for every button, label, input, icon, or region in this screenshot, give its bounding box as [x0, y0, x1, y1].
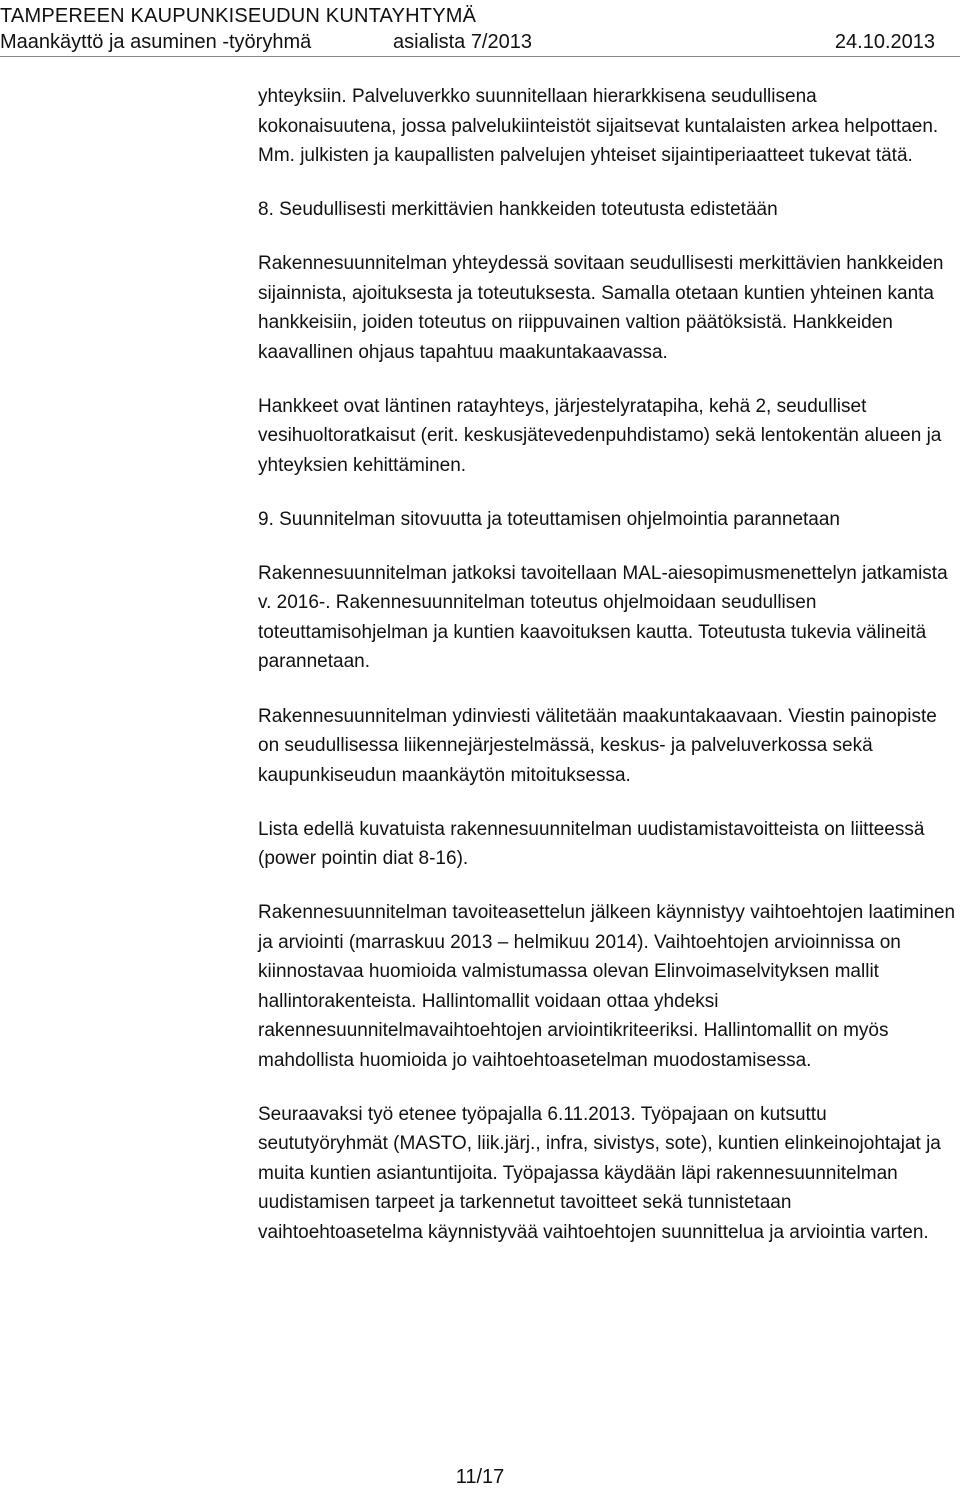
- paragraph-alternatives-assessment: Rakennesuunnitelman tavoiteasettelun jälkeen käynnistyy vaihtoehtojen laatiminen ja arviointi (marraskuu 2013 – helmikuu 2014). Vaihtoehtojen arvioinnissa on kiinnostavaa huomioida valmistumassa olevan Elinvoimaselvityksen mallit hallintorakenteista. Hallintomallit voidaan ottaa yhdeksi rakennesuunnitelmavaihtoehtojen arviointikriteeriksi. Hallintomallit on myös mahdollista huomioida jo vaihtoehtoasetelman muodostamisessa.: [258, 902, 956, 1071]
- page-header: [0, 0, 960, 56]
- paragraph-services-network: yhteyksiin. Palveluverkko suunnitellaan hierarkkisena seudullisena kokonaisuutena, jossa palvelukiinteistöt sijaitsevat kuntalaisten arkea helpottaen. Mm. julkisten ja kaupallisten palvelujen yhteiset sijaintiperiaatteet tukevat tätä.: [258, 86, 939, 166]
- paragraph-next-workshop: Seuraavaksi työ etenee työpajalla 6.11.2013. Työpajaan on kutsuttu seututyöryhmät (MASTO, liik.järj., infra, sivistys, sote), kuntien elinkeinojohtajat ja muita kuntien asiantuntijoita. Työpajassa käydään läpi rakennesuunnitelman uudistamisen tarpeet ja tarkennetut tavoitteet sekä tunnistetaan vaihtoehtoasetelma käynnistyvää vaihtoehtojen suunnittelua ja arviointia varten.: [258, 1103, 941, 1243]
- working-group-name: Maankäyttö ja asuminen -työryhmä: [0, 31, 312, 53]
- organization-name: TAMPEREEN KAUPUNKISEUDUN KUNTAYHTYMÄ: [0, 5, 477, 27]
- page-number: 11/17: [455, 1466, 505, 1488]
- header-divider: [0, 56, 960, 57]
- paragraph-core-message: Rakennesuunnitelman ydinviesti välitetään maakuntakaavaan. Viestin painopiste on seudullisessa liikennejärjestelmässä, keskus- ja palveluverkossa sekä kaupunkiseudun maankäytön mitoituksessa.: [258, 705, 937, 786]
- paragraph-project-agreement: Rakennesuunnitelman yhteydessä sovitaan seudullisesti merkittävien hankkeiden sijainnista, ajoituksesta ja toteutuksesta. Samalla otetaan kuntien yhteinen kanta hankkeisiin, joiden toteutus on riippuvainen valtion päätöksistä. Hankkeiden kaavallinen ohjaus tapahtuu maakuntakaavassa.: [258, 253, 944, 363]
- header-meta-row: [0, 30, 935, 54]
- paragraph-appendix-reference: Lista edellä kuvatuista rakennesuunnitelman uudistamistavoitteista on liitteessä (power pointin diat 8-16).: [258, 818, 925, 870]
- document-reference: asialista 7/2013: [393, 31, 532, 53]
- document-date: 24.10.2013: [834, 31, 935, 53]
- paragraph-project-list: Hankkeet ovat läntinen ratayhteys, järjestelyratapiha, kehä 2, seudulliset vesihuoltoratkaisut (erit. keskusjätevedenpuhdistamo) sekä lentokentän alueen ja yhteyksien kehittäminen.: [258, 395, 942, 476]
- document-body: [258, 82, 958, 1247]
- section-heading-8: 8. Seudullisesti merkittävien hankkeiden toteutusta edistetään: [258, 199, 778, 221]
- section-heading-9: 9. Suunnitelman sitovuutta ja toteuttamisen ohjelmointia parannetaan: [258, 508, 840, 530]
- paragraph-mal-agreement: Rakennesuunnitelman jatkoksi tavoitellaan MAL-aiesopimusmenettelyn jatkamista v. 2016-. Rakennesuunnitelman toteutus ohjelmoidaan seudullisen toteuttamisohjelman ja kuntien kaavoituksen kautta. Toteutusta tukevia välineitä parannetaan.: [258, 562, 948, 673]
